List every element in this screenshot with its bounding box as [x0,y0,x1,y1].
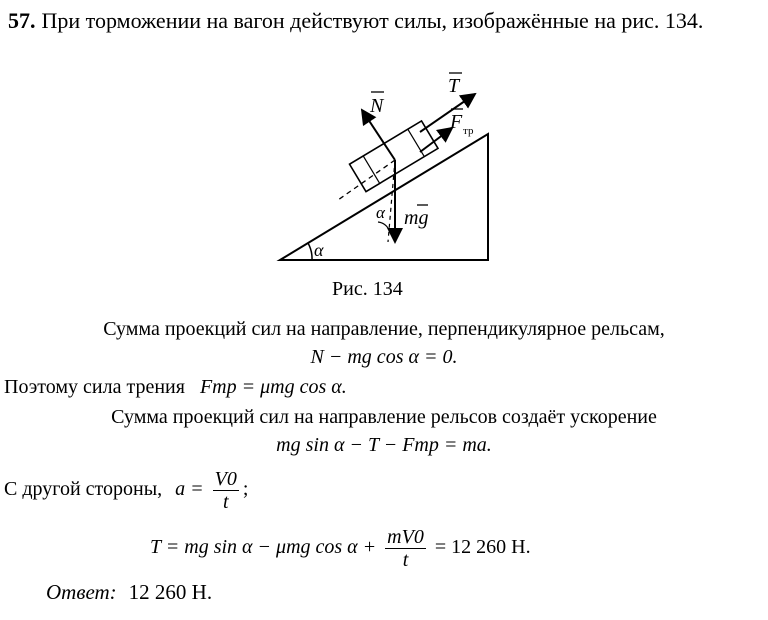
angle-dashed-line [388,160,395,242]
line2-prefix: Поэтому сила трения [4,376,185,398]
equation-5 [150,526,531,571]
friction-arrow [420,128,452,152]
line4-suffix: ; [242,478,249,501]
solution-line-1: Сумма проекций сил на направление, перпендикулярное рельсам, [103,318,665,340]
solution-line-4 [4,468,248,513]
acceleration-label: a = [175,478,204,501]
mid-angle-arc [378,222,388,228]
problem-number: 57. [8,8,36,33]
alpha-base-label: α [314,240,324,260]
eq5-numerator: mV0 [387,526,424,548]
incline-diagram [270,62,510,272]
answer-label: Ответ: [46,580,117,604]
mg-label: mg [404,207,429,229]
fraction-denominator: t [222,491,229,513]
wagon-body [350,121,438,192]
answer [46,580,212,605]
answer-value: 12 260 Н. [128,580,213,604]
equation-1: N − mg cos α = 0. [310,346,458,368]
solution-line-3: Сумма проекций сил на направление рельсов создаёт ускорение [111,406,657,428]
problem-text: При торможении на вагон действуют силы, изображённые на рис. 134. [41,8,704,33]
friction-equation: Fтр = μmg cos α. [199,376,347,398]
fraction-numerator: V0 [214,468,237,490]
figure-134 [270,62,510,272]
n-label: N [370,95,384,117]
f-sub-label: тр [463,125,474,137]
equation-3: mg sin α − T − Fтр = ma. [276,434,492,456]
eq5-right: = 12 260 Н. [434,536,531,559]
base-angle-arc [308,243,312,260]
f-label: F [450,111,463,133]
incline-triangle [280,134,488,260]
alpha-mid-label: α [376,203,385,222]
acceleration-fraction [213,468,239,513]
eq5-fraction [385,526,426,571]
eq5-denominator: t [402,549,409,571]
normal-force-arrow [362,110,395,160]
problem-statement [8,8,703,34]
eq5-left: T = mg sin α − μmg cos α + [150,536,377,559]
t-label: T [448,75,460,97]
figure-caption: Рис. 134 [332,278,403,300]
solution-line-2 [4,376,347,399]
line4-prefix: С другой стороны, [4,478,163,501]
